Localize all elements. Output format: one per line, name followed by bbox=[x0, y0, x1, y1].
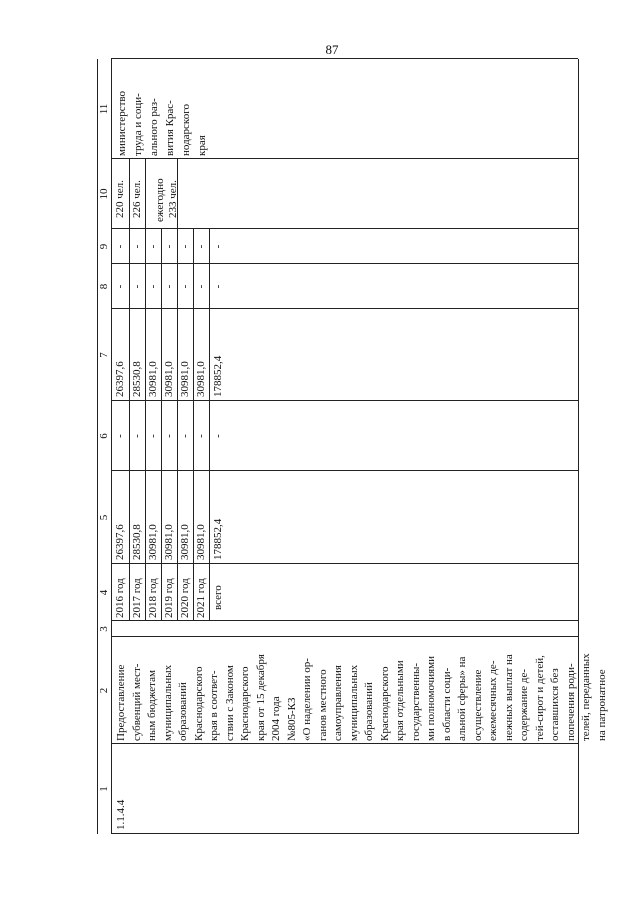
col9-value: - bbox=[147, 244, 159, 249]
description-line: тей-сирот и детей, bbox=[533, 655, 546, 741]
col8-value: - bbox=[114, 284, 126, 289]
description-line: государственны- bbox=[409, 662, 422, 741]
col7-value: 26397,6 bbox=[114, 361, 126, 397]
description-line: ным бюджетам bbox=[146, 670, 158, 741]
col8-value: - bbox=[179, 284, 191, 289]
col-number-9: 9 bbox=[98, 243, 110, 250]
description-line: телей, переданных bbox=[580, 653, 592, 741]
total-value: 178852,4 bbox=[212, 518, 224, 560]
responsible-line: ального раз- bbox=[148, 98, 160, 156]
description-line: ствии с Законом bbox=[223, 665, 236, 741]
row-description bbox=[114, 639, 610, 741]
col-number-10: 10 bbox=[98, 188, 110, 200]
col6-value: - bbox=[212, 434, 224, 438]
col9-value: - bbox=[195, 244, 207, 249]
description-line: в области соци- bbox=[440, 667, 453, 741]
description-line: муниципальных bbox=[347, 664, 360, 741]
total-value: 30981,0 bbox=[147, 524, 159, 560]
description-line: края от 15 декабря bbox=[254, 654, 267, 741]
col7-value: 30981,0 bbox=[179, 361, 191, 397]
col8-value: - bbox=[147, 284, 159, 289]
table-left-border bbox=[111, 833, 578, 834]
col-number-1: 1 bbox=[98, 786, 110, 792]
responsible-line: труда и соци- bbox=[132, 93, 144, 156]
col6-value: - bbox=[147, 434, 159, 438]
description-line: «О наделении ор- bbox=[301, 658, 313, 741]
description-line: попечения роди- bbox=[564, 663, 577, 741]
indicator-value: ежегодно bbox=[154, 178, 166, 222]
col7-value: 30981,0 bbox=[195, 361, 207, 397]
year-label: 2018 год bbox=[147, 578, 159, 618]
description-line: 2004 года bbox=[270, 696, 282, 741]
description-line: №805-КЗ bbox=[285, 697, 298, 741]
col7-value: 30981,0 bbox=[147, 361, 159, 397]
col-divider bbox=[111, 158, 578, 159]
year-label: 2020 год bbox=[179, 578, 191, 618]
col9-value: - bbox=[114, 244, 126, 249]
description-line: ми полномочиями bbox=[425, 655, 437, 741]
col9-value: - bbox=[179, 244, 191, 249]
description-line: содержание де- bbox=[518, 668, 530, 741]
description-line: ганов местного bbox=[316, 669, 329, 741]
responsible-line: вития Крас- bbox=[164, 100, 176, 156]
total-value: 30981,0 bbox=[179, 524, 191, 560]
col-number-11: 11 bbox=[98, 103, 110, 115]
total-value: 30981,0 bbox=[163, 524, 175, 560]
year-row-line bbox=[209, 229, 210, 621]
description-line: Краснодарского bbox=[192, 666, 205, 741]
description-line: края в соответ- bbox=[208, 670, 220, 741]
responsible-line: нодарского bbox=[180, 104, 192, 156]
col7-value: 178852,4 bbox=[212, 355, 224, 397]
description-line: Краснодарского bbox=[378, 666, 391, 741]
description-line: самоуправления bbox=[332, 665, 344, 741]
responsible-executor bbox=[114, 61, 210, 156]
col8-value: - bbox=[195, 284, 207, 289]
responsible-line: края bbox=[196, 135, 208, 156]
total-value: 26397,6 bbox=[114, 524, 126, 560]
row-code: 1.1.4.4 bbox=[115, 799, 127, 830]
year-label: 2017 год bbox=[131, 578, 143, 618]
description-line: нежных выплат на bbox=[502, 654, 515, 741]
col-divider bbox=[111, 620, 578, 621]
col6-value: - bbox=[131, 434, 143, 438]
page-number: 87 bbox=[325, 42, 339, 57]
description-line: Предоставление bbox=[115, 664, 127, 741]
col9-value: - bbox=[131, 244, 143, 249]
description-line: образований bbox=[363, 682, 375, 741]
col-number-6: 6 bbox=[98, 433, 110, 439]
col7-value: 30981,0 bbox=[163, 361, 175, 397]
col-number-7: 7 bbox=[98, 352, 110, 358]
col8-value: - bbox=[163, 284, 175, 289]
year-label: 2019 год bbox=[163, 578, 175, 618]
col8-value: - bbox=[212, 284, 224, 289]
description-line: образований bbox=[177, 682, 189, 741]
year-label: 2016 год bbox=[114, 578, 126, 618]
col-number-4: 4 bbox=[98, 589, 110, 596]
description-line: Краснодарского bbox=[239, 666, 251, 741]
rotated-table bbox=[98, 59, 608, 834]
indicator-row-line bbox=[145, 159, 146, 229]
col-divider bbox=[111, 743, 578, 744]
col-number-2: 2 bbox=[98, 687, 110, 694]
indicator-value: 226 чел. bbox=[131, 180, 143, 218]
description-line: ежемесячных де- bbox=[487, 660, 499, 741]
indicator-value: 233 чел. bbox=[167, 180, 179, 218]
description-line: осуществление bbox=[471, 669, 484, 741]
description-line: муниципальных bbox=[161, 664, 174, 741]
col6-value: - bbox=[195, 434, 207, 438]
col-number-5: 5 bbox=[98, 514, 110, 521]
total-value: 28530,8 bbox=[131, 524, 143, 560]
col-divider bbox=[111, 563, 578, 564]
table-right-border bbox=[111, 58, 578, 59]
description-line: на патронатное bbox=[595, 669, 608, 741]
total-value: 30981,0 bbox=[195, 524, 207, 560]
description-line: альной сферы» на bbox=[456, 656, 468, 741]
responsible-line: министерство bbox=[116, 90, 128, 156]
description-line: субвенций мест- bbox=[130, 663, 143, 741]
col-number-3: 3 bbox=[98, 626, 110, 632]
year-label: 2021 год bbox=[195, 578, 207, 618]
col6-value: - bbox=[114, 434, 126, 438]
year-label: всего bbox=[212, 585, 224, 610]
col9-value: - bbox=[163, 244, 175, 249]
indicator-value: 220 чел. bbox=[114, 180, 126, 218]
col9-value: - bbox=[212, 244, 224, 249]
col6-value: - bbox=[179, 434, 191, 438]
col-number-8: 8 bbox=[98, 283, 110, 290]
description-line: оставшихся без bbox=[549, 668, 561, 741]
col-divider bbox=[111, 636, 578, 637]
col8-value: - bbox=[131, 284, 143, 289]
col6-value: - bbox=[163, 434, 175, 438]
col7-value: 28530,8 bbox=[131, 361, 143, 397]
description-line: края отдельными bbox=[394, 660, 406, 741]
